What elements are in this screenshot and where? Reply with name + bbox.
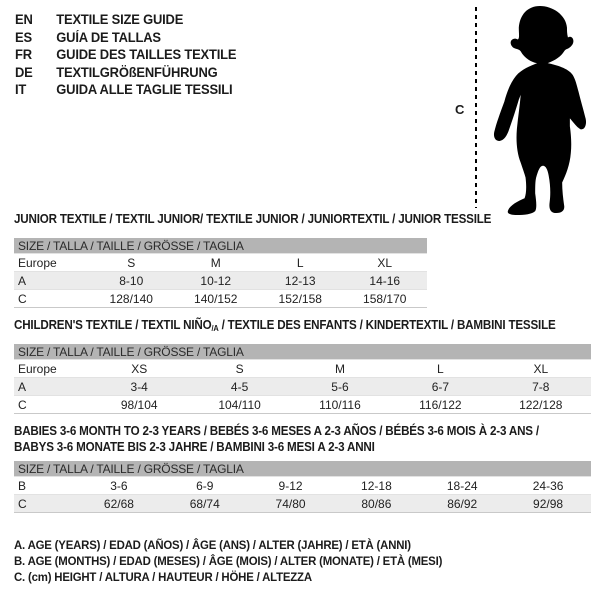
- height-measure-label: C: [455, 102, 465, 117]
- size-table-header: SIZE / TALLA / TAILLE / GRÖSSE / TAGLIA: [14, 344, 591, 360]
- children-size-table: [14, 344, 591, 414]
- table-cell: 6-9: [162, 477, 248, 495]
- table-cell: C: [14, 495, 76, 513]
- table-cell: 3-4: [89, 378, 189, 396]
- babies-size-table: [14, 461, 591, 513]
- language-code: DE: [15, 64, 33, 80]
- table-cell: 18-24: [419, 477, 505, 495]
- table-cell: 9-12: [248, 477, 334, 495]
- table-cell: Europe: [14, 360, 89, 378]
- table-cell: S: [189, 360, 289, 378]
- children-section-title: [14, 318, 556, 333]
- children-title-suffix: / TEXTILE DES ENFANTS / KINDERTEXTIL / BAMBINI TESSILE: [218, 318, 556, 332]
- language-code: FR: [15, 47, 32, 62]
- table-cell: 128/140: [89, 290, 174, 308]
- table-cell: B: [14, 477, 76, 495]
- baby-silhouette-icon: [487, 4, 593, 216]
- table-cell: 152/158: [258, 290, 343, 308]
- table-cell: 110/116: [290, 396, 390, 414]
- table-cell: C: [14, 396, 89, 414]
- children-title-prefix: CHILDREN'S TEXTILE / TEXTIL NIÑO: [14, 318, 212, 332]
- table-cell: 80/86: [333, 495, 419, 513]
- language-list: [15, 11, 246, 99]
- language-row: [15, 46, 236, 64]
- table-cell: 86/92: [419, 495, 505, 513]
- language-label: TEXTILE SIZE GUIDE: [56, 12, 184, 27]
- table-cell: 12-18: [333, 477, 419, 495]
- children-title-subscript: /A: [211, 324, 219, 333]
- table-cell: XS: [89, 360, 189, 378]
- table-row: [14, 290, 427, 308]
- table-cell: 8-10: [89, 272, 174, 290]
- table-cell: S: [89, 254, 174, 272]
- table-cell: 68/74: [162, 495, 248, 513]
- language-row: [15, 64, 236, 82]
- table-cell: 7-8: [491, 378, 591, 396]
- table-cell: 62/68: [76, 495, 162, 513]
- language-code: EN: [15, 12, 33, 27]
- table-cell: 3-6: [76, 477, 162, 495]
- table-cell: 104/110: [189, 396, 289, 414]
- footnote-a: A. AGE (YEARS) / EDAD (AÑOS) / ÂGE (ANS) / ALTER (JAHRE) / ETÀ (ANNI): [14, 538, 411, 552]
- language-label: GUÍA DE TALLAS: [56, 29, 161, 45]
- babies-section-title: [14, 424, 539, 455]
- table-row: [14, 254, 427, 272]
- table-cell: 10-12: [174, 272, 259, 290]
- table-cell: 140/152: [174, 290, 259, 308]
- footnote-c: C. (cm) HEIGHT / ALTURA / HAUTEUR / HÖHE / ALTEZZA: [14, 570, 312, 584]
- table-cell: 158/170: [343, 290, 428, 308]
- table-cell: M: [174, 254, 259, 272]
- size-table-header: SIZE / TALLA / TAILLE / GRÖSSE / TAGLIA: [14, 461, 591, 477]
- babies-title-line1: BABIES 3-6 MONTH TO 2-3 YEARS / BEBÉS 3-6 MESES A 2-3 AÑOS / BÉBÉS 3-6 MOIS À 2-3 ANS /: [14, 424, 539, 438]
- table-cell: XL: [343, 254, 428, 272]
- table-cell: 98/104: [89, 396, 189, 414]
- table-cell: 24-36: [505, 477, 591, 495]
- babies-title-line2: BABYS 3-6 MONATE BIS 2-3 JAHRE / BAMBINI 3-6 MESI A 2-3 ANNI: [14, 439, 375, 454]
- table-cell: 5-6: [290, 378, 390, 396]
- table-cell: L: [390, 360, 490, 378]
- table-cell: A: [14, 378, 89, 396]
- language-row: [15, 11, 236, 29]
- table-cell: 74/80: [248, 495, 334, 513]
- table-cell: 116/122: [390, 396, 490, 414]
- language-code: ES: [15, 29, 32, 45]
- table-cell: 14-16: [343, 272, 428, 290]
- size-table-header: SIZE / TALLA / TAILLE / GRÖSSE / TAGLIA: [14, 238, 427, 254]
- table-row: [14, 378, 591, 396]
- language-label: TEXTILGRÖßENFÜHRUNG: [56, 64, 218, 80]
- table-cell: 12-13: [258, 272, 343, 290]
- table-cell: L: [258, 254, 343, 272]
- junior-section-title: JUNIOR TEXTILE / TEXTIL JUNIOR/ TEXTILE JUNIOR / JUNIORTEXTIL / JUNIOR TESSILE: [14, 212, 492, 226]
- table-cell: A: [14, 272, 89, 290]
- table-row: [14, 272, 427, 290]
- table-cell: XL: [491, 360, 591, 378]
- language-label: GUIDE DES TAILLES TEXTILE: [56, 47, 237, 62]
- footnote-b: B. AGE (MONTHS) / EDAD (MESES) / ÂGE (MOIS) / ALTER (MONATE) / ETÀ (MESI): [14, 554, 443, 568]
- table-row: [14, 495, 591, 513]
- table-cell: 4-5: [189, 378, 289, 396]
- language-label: GUIDA ALLE TAGLIE TESSILI: [56, 82, 233, 97]
- table-cell: C: [14, 290, 89, 308]
- height-measure-line: [475, 7, 477, 208]
- table-row: [14, 360, 591, 378]
- junior-size-table: [14, 238, 427, 308]
- table-row: [14, 396, 591, 414]
- table-cell: 6-7: [390, 378, 490, 396]
- table-cell: 92/98: [505, 495, 591, 513]
- table-row: [14, 477, 591, 495]
- language-code: IT: [15, 82, 27, 97]
- table-cell: 122/128: [491, 396, 591, 414]
- footnotes: [14, 537, 442, 585]
- table-cell: M: [290, 360, 390, 378]
- table-cell: Europe: [14, 254, 89, 272]
- language-row: [15, 29, 236, 47]
- language-row: [15, 81, 236, 99]
